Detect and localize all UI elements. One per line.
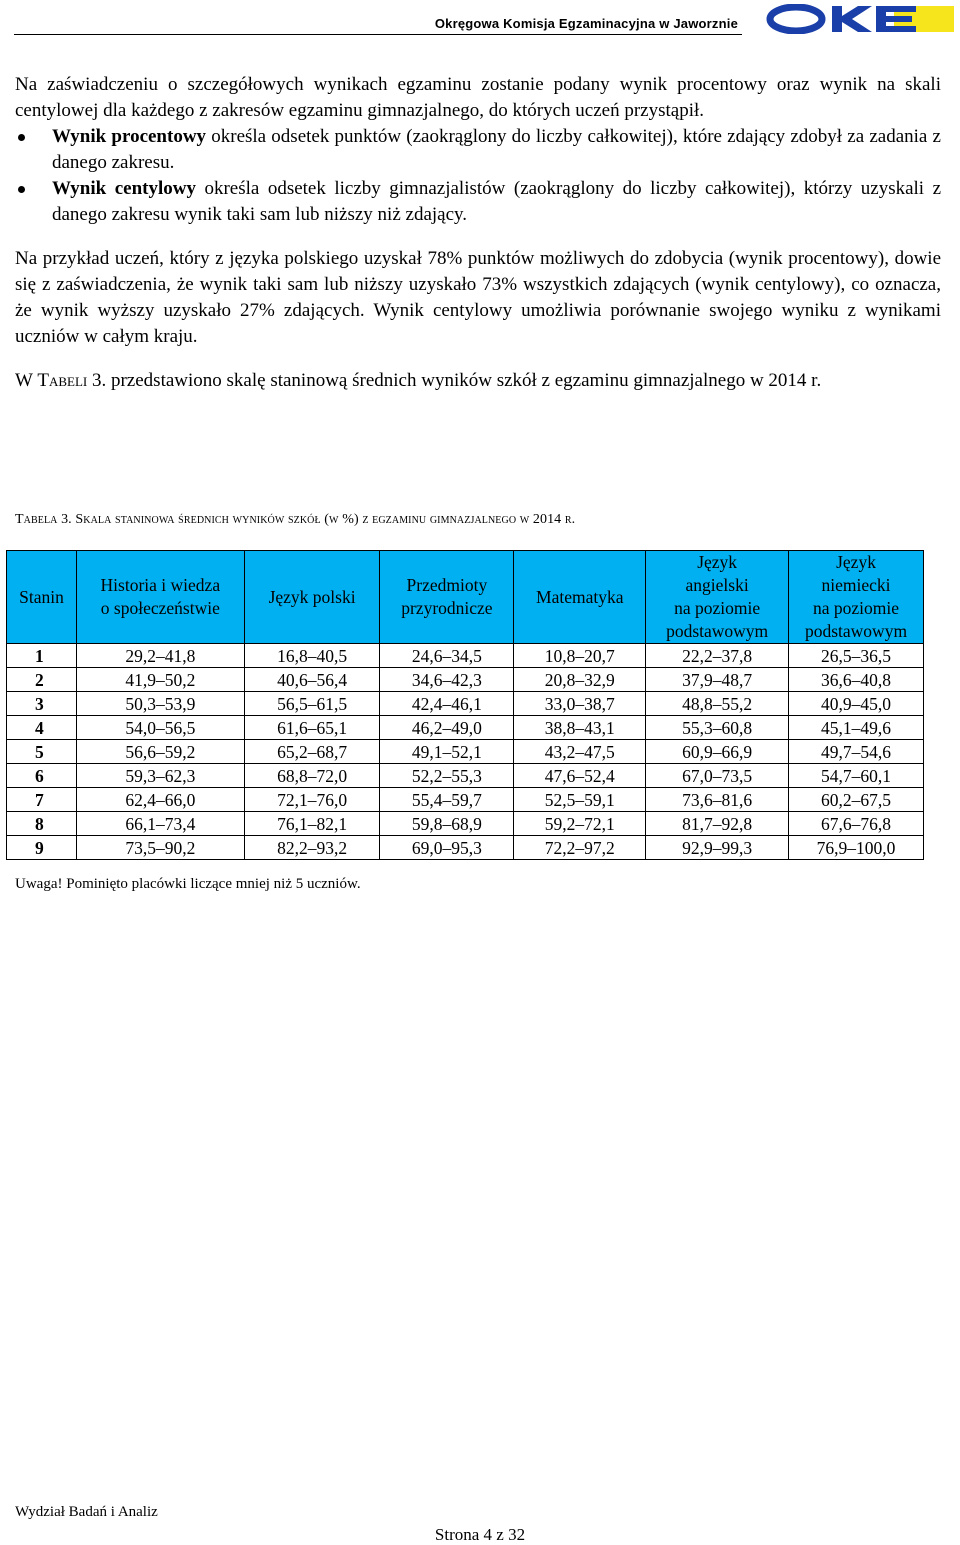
column-header [514, 551, 646, 644]
table-cell: 56,6–59,2 [76, 740, 244, 764]
list-item [15, 176, 941, 228]
example-paragraph: Na przykład uczeń, który z języka polskiego uzyskał 78% punktów możliwych do zdobycia (wynik procentowy), dowie się z zaświadczenia, że wynik taki sam lub niższy uzyskało 73% wszystkich zdających (wynik centylowy), co oznacza, że wynik wyższy uzyskało 27% zdających. Wynik centylowy umożliwia porównanie swojego wyniku z wynikami uczniów w całym kraju. [15, 248, 941, 347]
table-cell: 61,6–65,1 [244, 716, 380, 740]
stanine-number: 3 [7, 692, 77, 716]
table-cell: 81,7–92,8 [646, 812, 789, 836]
page-number: Strona 4 z 32 [434, 1525, 526, 1544]
column-header-line: Matematyka [536, 586, 624, 607]
table-cell: 40,9–45,0 [789, 692, 924, 716]
table-cell: 92,9–99,3 [646, 836, 789, 860]
table-cell: 36,6–40,8 [789, 668, 924, 692]
definition-list [15, 124, 941, 228]
table-cell: 38,8–43,1 [514, 716, 646, 740]
table-cell: 67,6–76,8 [789, 812, 924, 836]
stanine-number: 9 [7, 836, 77, 860]
oke-logo [766, 4, 956, 34]
column-header-line: Stanin [19, 586, 64, 607]
table-cell: 73,5–90,2 [76, 836, 244, 860]
table-body [7, 644, 924, 860]
table-cell: 37,9–48,7 [646, 668, 789, 692]
header-title: Okręgowa Komisja Egzaminacyjna w Jaworznie [434, 16, 738, 31]
header-rule [14, 34, 742, 35]
list-item [15, 124, 941, 176]
table-cell: 33,0–38,7 [514, 692, 646, 716]
table-cell: 72,2–97,2 [514, 836, 646, 860]
table-row [7, 812, 924, 836]
table-cell: 29,2–41,8 [76, 644, 244, 668]
stanine-number: 8 [7, 812, 77, 836]
definition-term: Wynik centylowy [52, 178, 196, 199]
table-cell: 34,6–42,3 [380, 668, 514, 692]
column-header-line: o społeczeństwie [100, 598, 220, 618]
table-cell: 72,1–76,0 [244, 788, 380, 812]
column-header-line: niemiecki [821, 575, 891, 595]
column-header-line: Język [697, 552, 738, 572]
table-cell: 65,2–68,7 [244, 740, 380, 764]
table-cell: 82,2–93,2 [244, 836, 380, 860]
table-cell: 22,2–37,8 [646, 644, 789, 668]
table-cell: 59,2–72,1 [514, 812, 646, 836]
table-cell: 67,0–73,5 [646, 764, 789, 788]
table-cell: 62,4–66,0 [76, 788, 244, 812]
main-text [15, 72, 941, 394]
table-cell: 46,2–49,0 [380, 716, 514, 740]
table-header-row [7, 551, 924, 644]
page-header [0, 0, 960, 40]
stanine-number: 5 [7, 740, 77, 764]
stanine-number: 6 [7, 764, 77, 788]
column-header [646, 551, 789, 644]
table-cell: 43,2–47,5 [514, 740, 646, 764]
intro-paragraph: Na zaświadczeniu o szczegółowych wynikach egzaminu zostanie podany wynik procentowy oraz wynik na skali centylowej dla każdego z zakresów egzaminu gimnazjalnego, do których uczeń przystąpił. [15, 74, 941, 121]
table-row [7, 788, 924, 812]
table-cell: 69,0–95,3 [380, 836, 514, 860]
column-header-line: angielski [685, 575, 749, 595]
column-header [380, 551, 514, 644]
table-cell: 16,8–40,5 [244, 644, 380, 668]
table-cell: 60,9–66,9 [646, 740, 789, 764]
table-cell: 73,6–81,6 [646, 788, 789, 812]
table-cell: 52,5–59,1 [514, 788, 646, 812]
column-header [789, 551, 924, 644]
table-cell: 45,1–49,6 [789, 716, 924, 740]
table-caption: Tabela 3. Skala staninowa średnich wyników szkół (w %) z egzaminu gimnazjalnego w 2014 r. [15, 512, 576, 527]
table-cell: 55,3–60,8 [646, 716, 789, 740]
table-cell: 60,2–67,5 [789, 788, 924, 812]
table-cell: 66,1–73,4 [76, 812, 244, 836]
column-header [76, 551, 244, 644]
table-row [7, 836, 924, 860]
table-row [7, 692, 924, 716]
table-cell: 68,8–72,0 [244, 764, 380, 788]
definition-term: Wynik procentowy [52, 126, 207, 147]
footer-department: Wydział Badań i Analiz [15, 1504, 158, 1520]
table-cell: 59,8–68,9 [380, 812, 514, 836]
table-cell: 59,3–62,3 [76, 764, 244, 788]
table-cell: 48,8–55,2 [646, 692, 789, 716]
table-cell: 10,8–20,7 [514, 644, 646, 668]
column-header-line: na poziomie [674, 598, 761, 618]
table-cell: 49,7–54,6 [789, 740, 924, 764]
table-cell: 47,6–52,4 [514, 764, 646, 788]
column-header [244, 551, 380, 644]
stanine-number: 7 [7, 788, 77, 812]
table-cell: 55,4–59,7 [380, 788, 514, 812]
table-cell: 20,8–32,9 [514, 668, 646, 692]
table-row [7, 668, 924, 692]
table-note: Uwaga! Pominięto placówki liczące mniej niż 5 uczniów. [15, 876, 361, 892]
stanine-number: 4 [7, 716, 77, 740]
column-header-line: podstawowym [804, 621, 908, 641]
table-row [7, 644, 924, 668]
column-header-line: Przedmioty [406, 575, 488, 595]
table-cell: 40,6–56,4 [244, 668, 380, 692]
stanine-number: 2 [7, 668, 77, 692]
table-row [7, 764, 924, 788]
table-cell: 24,6–34,5 [380, 644, 514, 668]
stanine-table [6, 550, 924, 860]
table-reference-paragraph: W Tabeli 3. przedstawiono skalę staninową średnich wyników szkół z egzaminu gimnazjalnego w 2014 r. [15, 370, 822, 391]
table-cell: 76,1–82,1 [244, 812, 380, 836]
column-header-line: Historia i wiedza [100, 575, 221, 595]
column-header-line: podstawowym [666, 621, 769, 641]
column-header-line: Język [836, 552, 876, 572]
column-header-line: na poziomie [813, 598, 900, 618]
table-row [7, 716, 924, 740]
table-cell: 54,7–60,1 [789, 764, 924, 788]
column-header-line: przyrodnicze [401, 598, 493, 618]
table-cell: 54,0–56,5 [76, 716, 244, 740]
column-header-line: Język polski [268, 586, 356, 607]
table-cell: 56,5–61,5 [244, 692, 380, 716]
definition-text: określa odsetek punktów (zaokrąglony do liczby całkowitej), które zdający zdobył za zadania z danego zakresu. [52, 126, 941, 173]
table-cell: 42,4–46,1 [380, 692, 514, 716]
table-row [7, 740, 924, 764]
table-cell: 76,9–100,0 [789, 836, 924, 860]
table-cell: 26,5–36,5 [789, 644, 924, 668]
stanine-number: 1 [7, 644, 77, 668]
table-cell: 50,3–53,9 [76, 692, 244, 716]
definition-text: określa odsetek liczby gimnazjalistów (zaokrąglony do liczby całkowitej), którzy uzyskali z danego zakresu wynik taki sam lub niższy niż zdający. [52, 178, 942, 225]
table-cell: 49,1–52,1 [380, 740, 514, 764]
table-cell: 41,9–50,2 [76, 668, 244, 692]
column-header [7, 551, 77, 644]
table-cell: 52,2–55,3 [380, 764, 514, 788]
